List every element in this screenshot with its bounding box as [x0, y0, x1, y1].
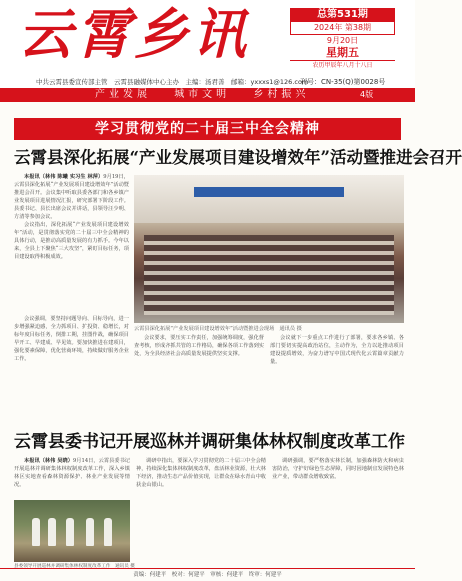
slogan-bar [0, 88, 415, 102]
article2-column-1 [14, 457, 130, 499]
article2-headline: 云霄县委书记开展巡林并调研集体林权制度改革工作 [14, 432, 405, 452]
article2-column-2 [136, 457, 266, 565]
article1-column-1 [14, 173, 129, 315]
article2-byline: 本报讯（林伟 吴晓） [24, 458, 73, 464]
article1-headline: 云霄县深化拓展“产业发展项目建设增效年”活动暨推进会召开 [14, 148, 462, 167]
issue-number: 2024年 第38期 [290, 22, 395, 35]
article1-column-2 [134, 334, 264, 426]
forest-photo-caption: 县委领导开展巡林并调研集体林权制度改革工作 通讯员 摄 [14, 564, 135, 569]
photo-banner [194, 187, 344, 197]
article1-paragraph: 9月19日，云霄县深化拓展“产业发展项目建设增效年”活动暨推进会召开。会议集中听取县委各部门和各乡镇产业发展项目进展情况汇报，研究部署下阶段工作。县委书记、县长出席会议并讲话，县领导汪少明、方清等参加会议。 [14, 174, 129, 220]
photo-person [66, 518, 74, 546]
slogan-item: 乡村振兴 [253, 89, 310, 100]
photo-audience [144, 235, 394, 315]
article1-column-1b [14, 315, 129, 425]
photo-person [86, 518, 94, 546]
article1-column-3 [270, 334, 404, 426]
issue-date: 9月20日 [326, 36, 359, 45]
article1-paragraph: 会议强调，要坚持问题导向、目标导向，进一步增强紧迫感，全力抓项目、扩投资、稳增长，对标年度目标任务，倒排工期，挂图作战，确保项目早开工、早建成、早见效。要加快推进在建项目，强化要素保障，优化营商环境，持续做好服务企业工作。 [14, 316, 129, 362]
lunar-date: 农历甲辰年八月十八日 [290, 60, 395, 70]
photo-person [104, 518, 112, 546]
article2-column-3 [272, 457, 404, 565]
slogan-item: 产业发展 [95, 89, 151, 100]
article2-paragraph: 调研强调，要严格落实林长制，加强森林防火和病虫害防治，守护好绿色生态屏障，同时因地制宜发展特色林业产业，带动群众增收致富。 [272, 458, 404, 480]
photo-stage [134, 175, 404, 223]
photo-person [48, 518, 56, 546]
newspaper-title: 云霄乡讯 [18, 2, 250, 66]
slogans [95, 88, 325, 102]
slogan-item: 城市文明 [174, 89, 231, 100]
section-banner: 学习贯彻党的二十届三中全会精神 [14, 118, 401, 140]
meeting-photo-caption: 云霄县深化拓展“产业发展项目建设增效年”活动暨推进会现场 通讯员 摄 [134, 326, 302, 332]
issue-weekday: 星期五 [326, 46, 359, 59]
article1-paragraph: 会议要求，要压实工作责任，加强统筹调度，强化督查考核，形成齐抓共管的工作格局，确保各项工作落到实处，为全县经济社会高质量发展提供坚实支撑。 [134, 335, 264, 357]
cn-number: 刊号：CN-35(Q)第0028号 [300, 78, 386, 86]
edition-label: 4版 [360, 90, 374, 99]
issue-info [290, 8, 395, 76]
issue-total: 总第531期 [290, 8, 395, 22]
article1-paragraph: 会议指出，深化拓展“产业发展项目建设增效年”活动，是贯彻落实党的二十届三中全会精神的具体行动，是推动高质量发展的有力抓手。今年以来，全县上下聚焦“三大攻坚”，紧盯目标任务，项目建设取得积极成效。 [14, 222, 129, 260]
article1-paragraph: 会议就下一步重点工作进行了部署，要求各乡镇、各部门要切实提高政治站位，主动作为，全力以赴推动项目建设提质增效，为奋力谱写中国式现代化云霄篇章贡献力量。 [270, 335, 404, 365]
article1-byline: 本报讯（林伟 陈曦 实习生 林萍） [24, 174, 104, 180]
article2-paragraph: 9月14日，云霄县委书记开展巡林并调研集体林权制度改革工作，深入乡镇林区实地查看森林资源保护、林业产业发展等情况。 [14, 458, 130, 488]
forest-photo [14, 500, 130, 562]
meeting-photo [134, 175, 404, 323]
photo-person [32, 518, 40, 546]
sponsor-line: 中共云霄县委宣传部主管 云霄县融媒体中心主办 主编：汤君善 邮箱：yxxxs1@126.com [36, 78, 309, 86]
footer-credits: 责编：何建平 校对：何建平 审核：何建平 终审：何建平 [0, 568, 415, 580]
article2-paragraph: 调研中指出，要深入学习贯彻党的二十届三中全会精神，持续深化集体林权制度改革，盘活林业资源，壮大林下经济，推动生态产品价值实现，让群众在绿水青山中收获金山银山。 [136, 458, 266, 488]
